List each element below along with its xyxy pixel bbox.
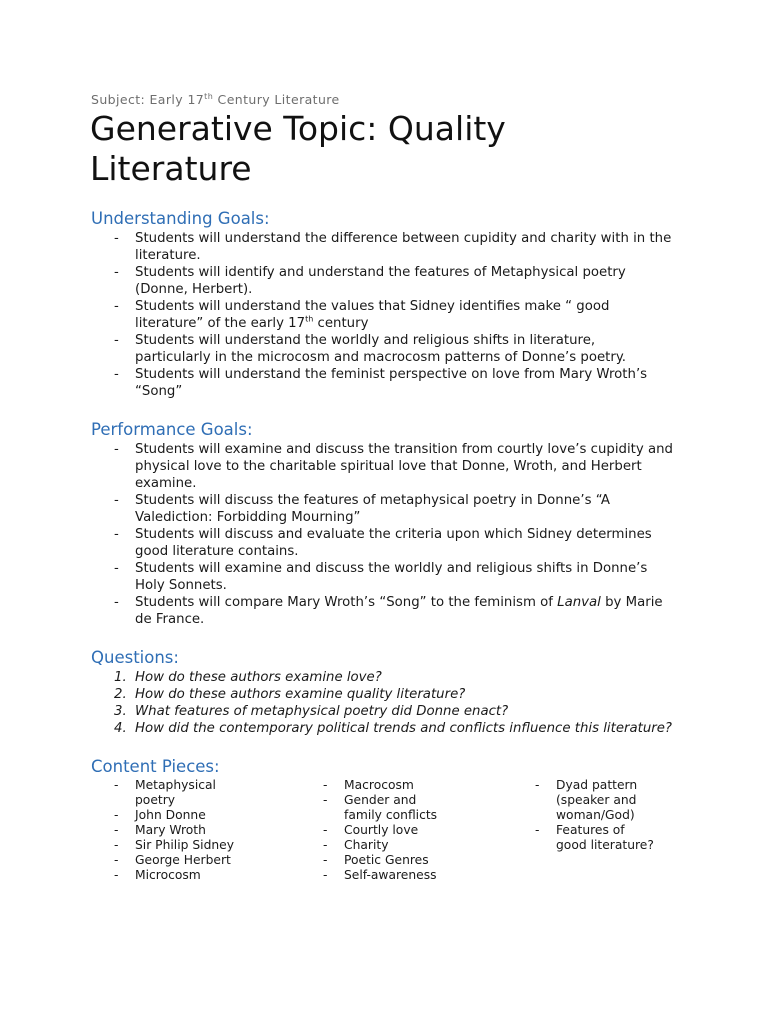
list-item: - Self-awareness	[323, 868, 437, 882]
list-marker: 4.	[114, 721, 127, 736]
list-item: - Students will understand the feminist perspective on love from Mary Wroth’s “Song”	[114, 367, 648, 399]
understanding-goals-list	[91, 230, 674, 400]
list-item: - Students will identify and understand the features of Metaphysical poetry (Donne, Herbert).	[114, 265, 626, 297]
list-item: - Macrocosm	[323, 778, 414, 792]
understanding-goals-heading: Understanding Goals:	[91, 209, 270, 228]
list-item: 3. What features of metaphysical poetry did Donne enact?	[114, 704, 509, 719]
list-item: 4. How did the contemporary political trends and conflicts influence this literature?	[114, 721, 672, 736]
list-item: - Students will understand the difference between cupidity and charity with in the literature.	[114, 231, 672, 263]
list-marker: -	[114, 868, 119, 882]
list-item: - Dyad pattern (speaker and woman/God)	[535, 778, 638, 822]
subject-line: Subject: Early 17th Century Literature	[91, 91, 340, 107]
content-pieces-columns	[114, 778, 674, 883]
list-marker: -	[323, 868, 328, 882]
content-column-2	[323, 778, 535, 883]
list-marker: -	[114, 493, 119, 508]
list-item: - Courtly love	[323, 823, 419, 837]
list-marker: -	[114, 838, 119, 852]
list-item: - Students will discuss the features of metaphysical poetry in Donne’s “A Valediction: Forbidding Mourning”	[114, 493, 610, 525]
content-column-1	[114, 778, 323, 883]
performance-goals-heading: Performance Goals:	[91, 420, 253, 439]
list-marker: -	[114, 853, 119, 867]
list-item: - Students will discuss and evaluate the criteria upon which Sidney determines good literature contains.	[114, 527, 652, 559]
list-item: - Students will understand the values that Sidney identifies make “ good literature” of the early 17th century	[114, 299, 610, 331]
list-marker: -	[323, 838, 328, 852]
list-item: - John Donne	[114, 808, 206, 822]
list-marker: -	[114, 527, 119, 542]
list-marker: -	[323, 853, 328, 867]
list-item: - George Herbert	[114, 853, 231, 867]
questions-heading: Questions:	[91, 648, 179, 667]
list-marker: -	[114, 595, 119, 610]
list-marker: -	[114, 265, 119, 280]
list-marker: 2.	[114, 687, 127, 702]
list-marker: -	[114, 778, 119, 792]
content-pieces-section	[91, 756, 674, 883]
understanding-goals-section	[91, 208, 674, 400]
list-marker: -	[114, 299, 119, 314]
questions-section	[91, 647, 674, 737]
list-item: - Students will understand the worldly and religious shifts in literature, particularly in the microcosm and macrocosm patterns of Donne’s poetry.	[114, 333, 627, 365]
list-marker: -	[114, 367, 119, 382]
content-pieces-heading: Content Pieces:	[91, 757, 220, 776]
performance-goals-section	[91, 419, 674, 628]
list-marker: 1.	[114, 670, 127, 685]
list-marker: -	[535, 823, 540, 837]
list-marker: -	[323, 778, 328, 792]
list-item: - Metaphysical poetry	[114, 778, 216, 807]
list-item: 2. How do these authors examine quality literature?	[114, 687, 466, 702]
list-marker: -	[114, 823, 119, 837]
performance-goals-list	[91, 441, 674, 628]
list-marker: -	[114, 442, 119, 457]
list-marker: 3.	[114, 704, 127, 719]
list-item: - Students will examine and discuss the transition from courtly love’s cupidity and physical love to the charitable spiritual love that Donne, Wroth, and Herbert examine.	[114, 442, 673, 491]
list-marker: -	[323, 823, 328, 837]
list-marker: -	[114, 333, 119, 348]
list-marker: -	[114, 231, 119, 246]
questions-list	[91, 669, 674, 737]
list-item: - Students will compare Mary Wroth’s “Song” to the feminism of Lanval by Marie de France.	[114, 595, 663, 627]
list-marker: -	[114, 561, 119, 576]
list-marker: -	[535, 778, 540, 792]
list-item: - Mary Wroth	[114, 823, 206, 837]
list-item: - Gender and family conflicts	[323, 793, 438, 822]
list-item: - Microcosm	[114, 868, 201, 882]
list-marker: -	[323, 793, 328, 807]
list-marker: -	[114, 808, 119, 822]
list-item: - Charity	[323, 838, 389, 852]
list-item: - Sir Philip Sidney	[114, 838, 235, 852]
list-item: - Features of good literature?	[535, 823, 654, 852]
list-item: - Students will examine and discuss the worldly and religious shifts in Donne’s Holy Sonnets.	[114, 561, 648, 593]
list-item: 1. How do these authors examine love?	[114, 670, 382, 685]
page-title: Generative Topic: Quality Literature	[90, 109, 506, 188]
list-item: - Poetic Genres	[323, 853, 429, 867]
content-column-3	[535, 778, 655, 883]
